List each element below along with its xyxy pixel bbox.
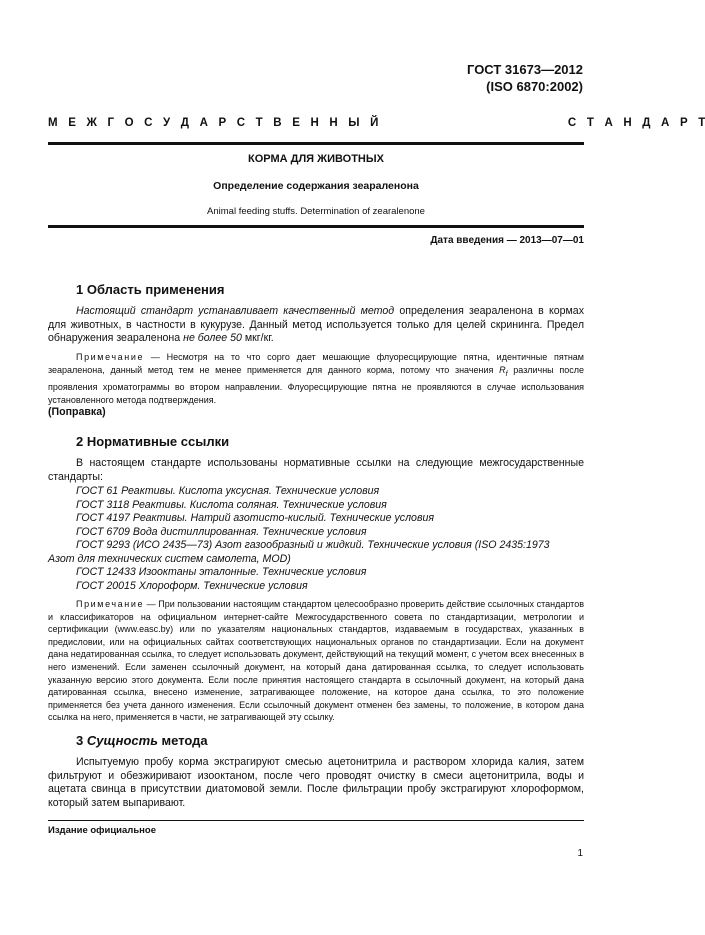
note-label-2: Примечание [76, 599, 145, 609]
banner-letter: Ы [348, 117, 360, 129]
banner-letter: Д [642, 117, 651, 129]
banner-letter: О [124, 117, 134, 129]
section-3-num: 3 [76, 733, 87, 748]
banner-letter: С [567, 117, 577, 129]
footer-rule [48, 820, 584, 821]
banner-letter: Н [623, 117, 632, 129]
banner-letter: Н [329, 117, 338, 129]
page-number: 1 [577, 848, 583, 859]
gost-number [467, 61, 583, 95]
section-3-heading [76, 733, 208, 748]
ref-gost-4197: ГОСТ 4197 Реактивы. Натрий азотисто-кислый. Технические условия [76, 512, 435, 524]
limit-italic: не более 50 [183, 332, 242, 345]
banner-letter: Т [586, 117, 594, 129]
spaced-letters [567, 117, 705, 129]
scope-italic: Настоящий стандарт устанавливает качественный метод [76, 305, 395, 317]
note-text-2: — При пользовании настоящим стандартом целесообразно проверить действие ссылочных стандартов и классификаторов на официальном интернет-сайте Межгосударственного совета по стандартизации, метрологии и сертификации (www.easc.by) или по указателям национальных стандартов, издаваемым в государствах, указанных в предисловии, или на официальных сайтах соответствующих национальных органов по стандартизации. Если на документ дана недатированная ссылка, то следует использовать документ, действующий на текущий момент, с учетом всех внесенных в него изменений. Если заменен ссылочный документ, на который дана датированная ссылка, то следует использовать указанную версию этого документа. Если после принятия настоящего стандарта в ссылочный документ, на который дана датированная ссылка, внесено изменение, затрагивающее положение, на которое дана ссылка, то это положение применяется без учета данного изменения. Если ссылочный документ отменен без замены, то положение, в котором дана ссылка на него, применяется в части, не затрагивающей эту ссылку. [48, 599, 584, 723]
official-edition: Издание официальное [48, 825, 156, 836]
section-3-paragraph: Испытуемую пробу корма экстрагируют смесью ацетонитрила и раствором хлорида калия, затем фильтруют и обезжиривают изооктаном, после чего проводят очистку в смеси ацетонитрила, воды и ацетата свинца в присутствии диатомовой земли. После фильтрации пробу экстрагируют хлороформом, который затем выпаривают. [48, 756, 584, 809]
standard-word-standard [567, 117, 705, 129]
ref-gost-3118: ГОСТ 3118 Реактивы. Кислота соляная. Технические условия [76, 499, 387, 511]
section-3-rest: метода [157, 733, 208, 748]
banner-letter: А [199, 117, 208, 129]
banner-letter: Е [292, 117, 300, 129]
section-3-italic: Сущность [86, 733, 158, 748]
amendment-note: (Поправка) [48, 406, 106, 418]
banner-letter: Е [68, 117, 76, 129]
standard-banner [48, 117, 705, 129]
section-1-note [48, 351, 584, 406]
ref-gost-9293: ГОСТ 9293 (ИСО 2435—73) Азот газообразный и жидкий. Технические условия (ISO 2435:1973 [76, 539, 550, 551]
standard-word-interstate [48, 117, 379, 129]
banner-letter: В [273, 117, 282, 129]
note-label: Примечание [76, 352, 145, 362]
section-1-heading: 1 Область применения [76, 282, 225, 297]
banner-letter: Н [310, 117, 319, 129]
section-2-note [48, 598, 584, 724]
banner-letter: Р [218, 117, 227, 129]
banner-letter: Р [679, 117, 688, 129]
limit-unit: мкг/кг. [241, 332, 274, 345]
top-rule [48, 142, 584, 145]
note-text-b: различны после проявления хроматограммы во втором направлении. Флуоресцирующие пятна не проявляются в случае использования установленного метода подтверждения. [48, 364, 584, 405]
banner-letter: А [604, 117, 613, 129]
ref-gost-12433: ГОСТ 12433 Изооктаны эталонные. Технические условия [76, 566, 367, 578]
doc-subtitle: Определение содержания зеараленона [213, 180, 419, 192]
title-rule [48, 225, 584, 228]
banner-letter: М [48, 117, 58, 129]
banner-letter: Д [180, 117, 189, 129]
introduction-date: Дата введения — 2013—07—01 [430, 235, 584, 246]
scope-text: определения зеараленона в кормах для животных, в частности в кукурузе. Данный метод используется только для целей скрининга. Предел обнаружения зеараленона [48, 305, 584, 345]
banner-letter: Г [107, 117, 114, 129]
ref-gost-6709: ГОСТ 6709 Вода дистиллированная. Технические условия [76, 526, 367, 538]
ref-gost-61: ГОСТ 61 Реактивы. Кислота уксусная. Технические условия [76, 485, 380, 497]
banner-letter: С [144, 117, 153, 129]
section-2-intro: В настоящем стандарте использованы нормативные ссылки на следующие межгосударственные стандарты: [48, 457, 584, 483]
ref-gost-20015: ГОСТ 20015 Хлороформ. Технические условия [76, 580, 308, 592]
section-1-paragraph [48, 305, 584, 346]
banner-letter: Й [370, 117, 379, 129]
iso-number-line: (ISO 6870:2002) [486, 79, 583, 94]
doc-title: КОРМА ДЛЯ ЖИВОТНЫХ [248, 153, 384, 165]
gost-number-line: ГОСТ 31673—2012 [467, 62, 583, 77]
doc-title-english: Animal feeding stuffs. Determination of zearalenone [207, 206, 425, 217]
banner-letter: С [236, 117, 246, 129]
banner-letter: Ж [86, 117, 97, 129]
section-2-heading: 2 Нормативные ссылки [76, 434, 230, 449]
banner-letter: А [661, 117, 670, 129]
banner-letter: У [163, 117, 171, 129]
rf-symbol: R [499, 364, 506, 375]
banner-letter: Т [698, 117, 705, 129]
spaced-letters [48, 117, 379, 129]
rf-subscript: f [505, 370, 508, 378]
ref-gost-9293-cont: Азот для технических систем самолета, MOD) [48, 553, 291, 565]
note-text-a: — Несмотря на то что сорго дает мешающие флуоресцирующие пятна, идентичные пятнам зеараленона, данный метод тем не менее применяется для данного корма, потому что значения [48, 352, 584, 375]
banner-letter: Т [255, 117, 263, 129]
